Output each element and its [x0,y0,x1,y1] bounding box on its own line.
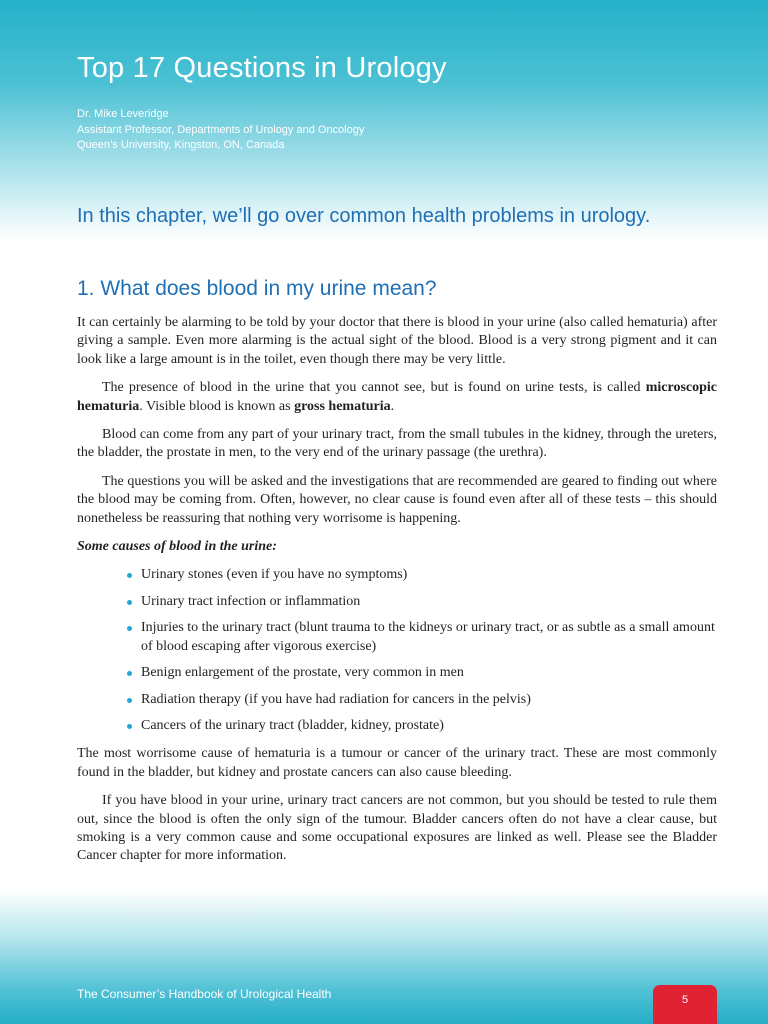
list-item-text: Radiation therapy (if you have had radiation for cancers in the pelvis) [141,691,531,707]
author-name: Dr. Mike Leveridge [77,108,169,120]
list-item [127,717,717,735]
author-institution: Queen’s University, Kingston, ON, Canada [77,139,285,151]
causes-list [77,566,717,735]
author-block [77,107,364,154]
list-item-text: Cancers of the urinary tract (bladder, kidney, prostate) [141,717,444,733]
paragraph-4: The questions you will be asked and the investigations that are recommended are geared to finding out where the blood may be coming from. Often, however, no clear cause is found even after all of these tests – this should nonetheless be reassuring that nothing very worrisome is happening. [77,473,717,526]
page-number-tab [653,985,717,1024]
paragraph-5: The most worrisome cause of hematuria is a tumour or cancer of the urinary tract. These are most commonly found in the bladder, but kidney and prostate cancers can also cause bleeding. [77,746,717,780]
list-item [127,691,717,709]
term-microscopic-hematuria: microscopic hematuria [77,380,717,414]
section-heading: 1. What does blood in my urine mean? [77,277,437,300]
term-gross-hematuria: gross hematuria [294,398,391,414]
paragraph-2-text-a: The presence of blood in the urine that you cannot see, but is found on urine tests, is called [102,380,646,396]
bullet-icon [127,626,132,631]
bullet-icon [127,724,132,729]
bullet-icon [127,600,132,605]
list-item-text: Benign enlargement of the prostate, very common in men [141,665,464,681]
section-body [77,314,717,876]
paragraph-2-text-b: . Visible blood is known as [139,398,295,414]
paragraph-1: It can certainly be alarming to be told by your doctor that there is blood in your urine (also called hematuria) after giving a sample. Even more alarming is the actual sight of the blood. Blood is a very strong pigment and it can look like a large amount is in the toilet, even though there may be very little. [77,315,717,367]
bullet-icon [127,698,132,703]
list-item [127,664,717,682]
list-item [127,566,717,584]
paragraph-6: If you have blood in your urine, urinary tract cancers are not common, but you should be tested to rule them out, since the blood is often the only sign of the tumour. Bladder cancers often do not have a clear cause, but smoking is a very common cause and some occupational exposures are linked as well. Please see the Bladder Cancer chapter for more information. [77,793,717,864]
list-item-text: Urinary stones (even if you have no symptoms) [141,567,408,583]
list-item [127,619,717,656]
author-position: Assistant Professor, Departments of Urology and Oncology [77,123,365,136]
page-number: 5 [681,994,689,1006]
bullet-icon [127,671,132,676]
paragraph-2-text-c: . [390,398,395,414]
list-item [127,593,717,611]
paragraph-3: Blood can come from any part of your urinary tract, from the small tubules in the kidney, through the ureters, the bladder, the prostate in men, to the very end of the urinary passage (the urethra). [77,427,717,461]
chapter-intro: In this chapter, we’ll go over common health problems in urology. [77,205,651,227]
paragraph-2 [77,379,717,416]
page-title: Top 17 Questions in Urology [77,52,447,84]
list-item-text: Urinary tract infection or inflammation [141,593,361,609]
causes-heading: Some causes of blood in the urine: [77,539,277,555]
bullet-icon [127,573,132,578]
footer-book-title: The Consumer’s Handbook of Urological Health [77,987,332,1001]
list-item-text: Injuries to the urinary tract (blunt trauma to the kidneys or urinary tract, or as subtle as a small amount of blood escaping after vigorous exercise) [141,620,715,654]
